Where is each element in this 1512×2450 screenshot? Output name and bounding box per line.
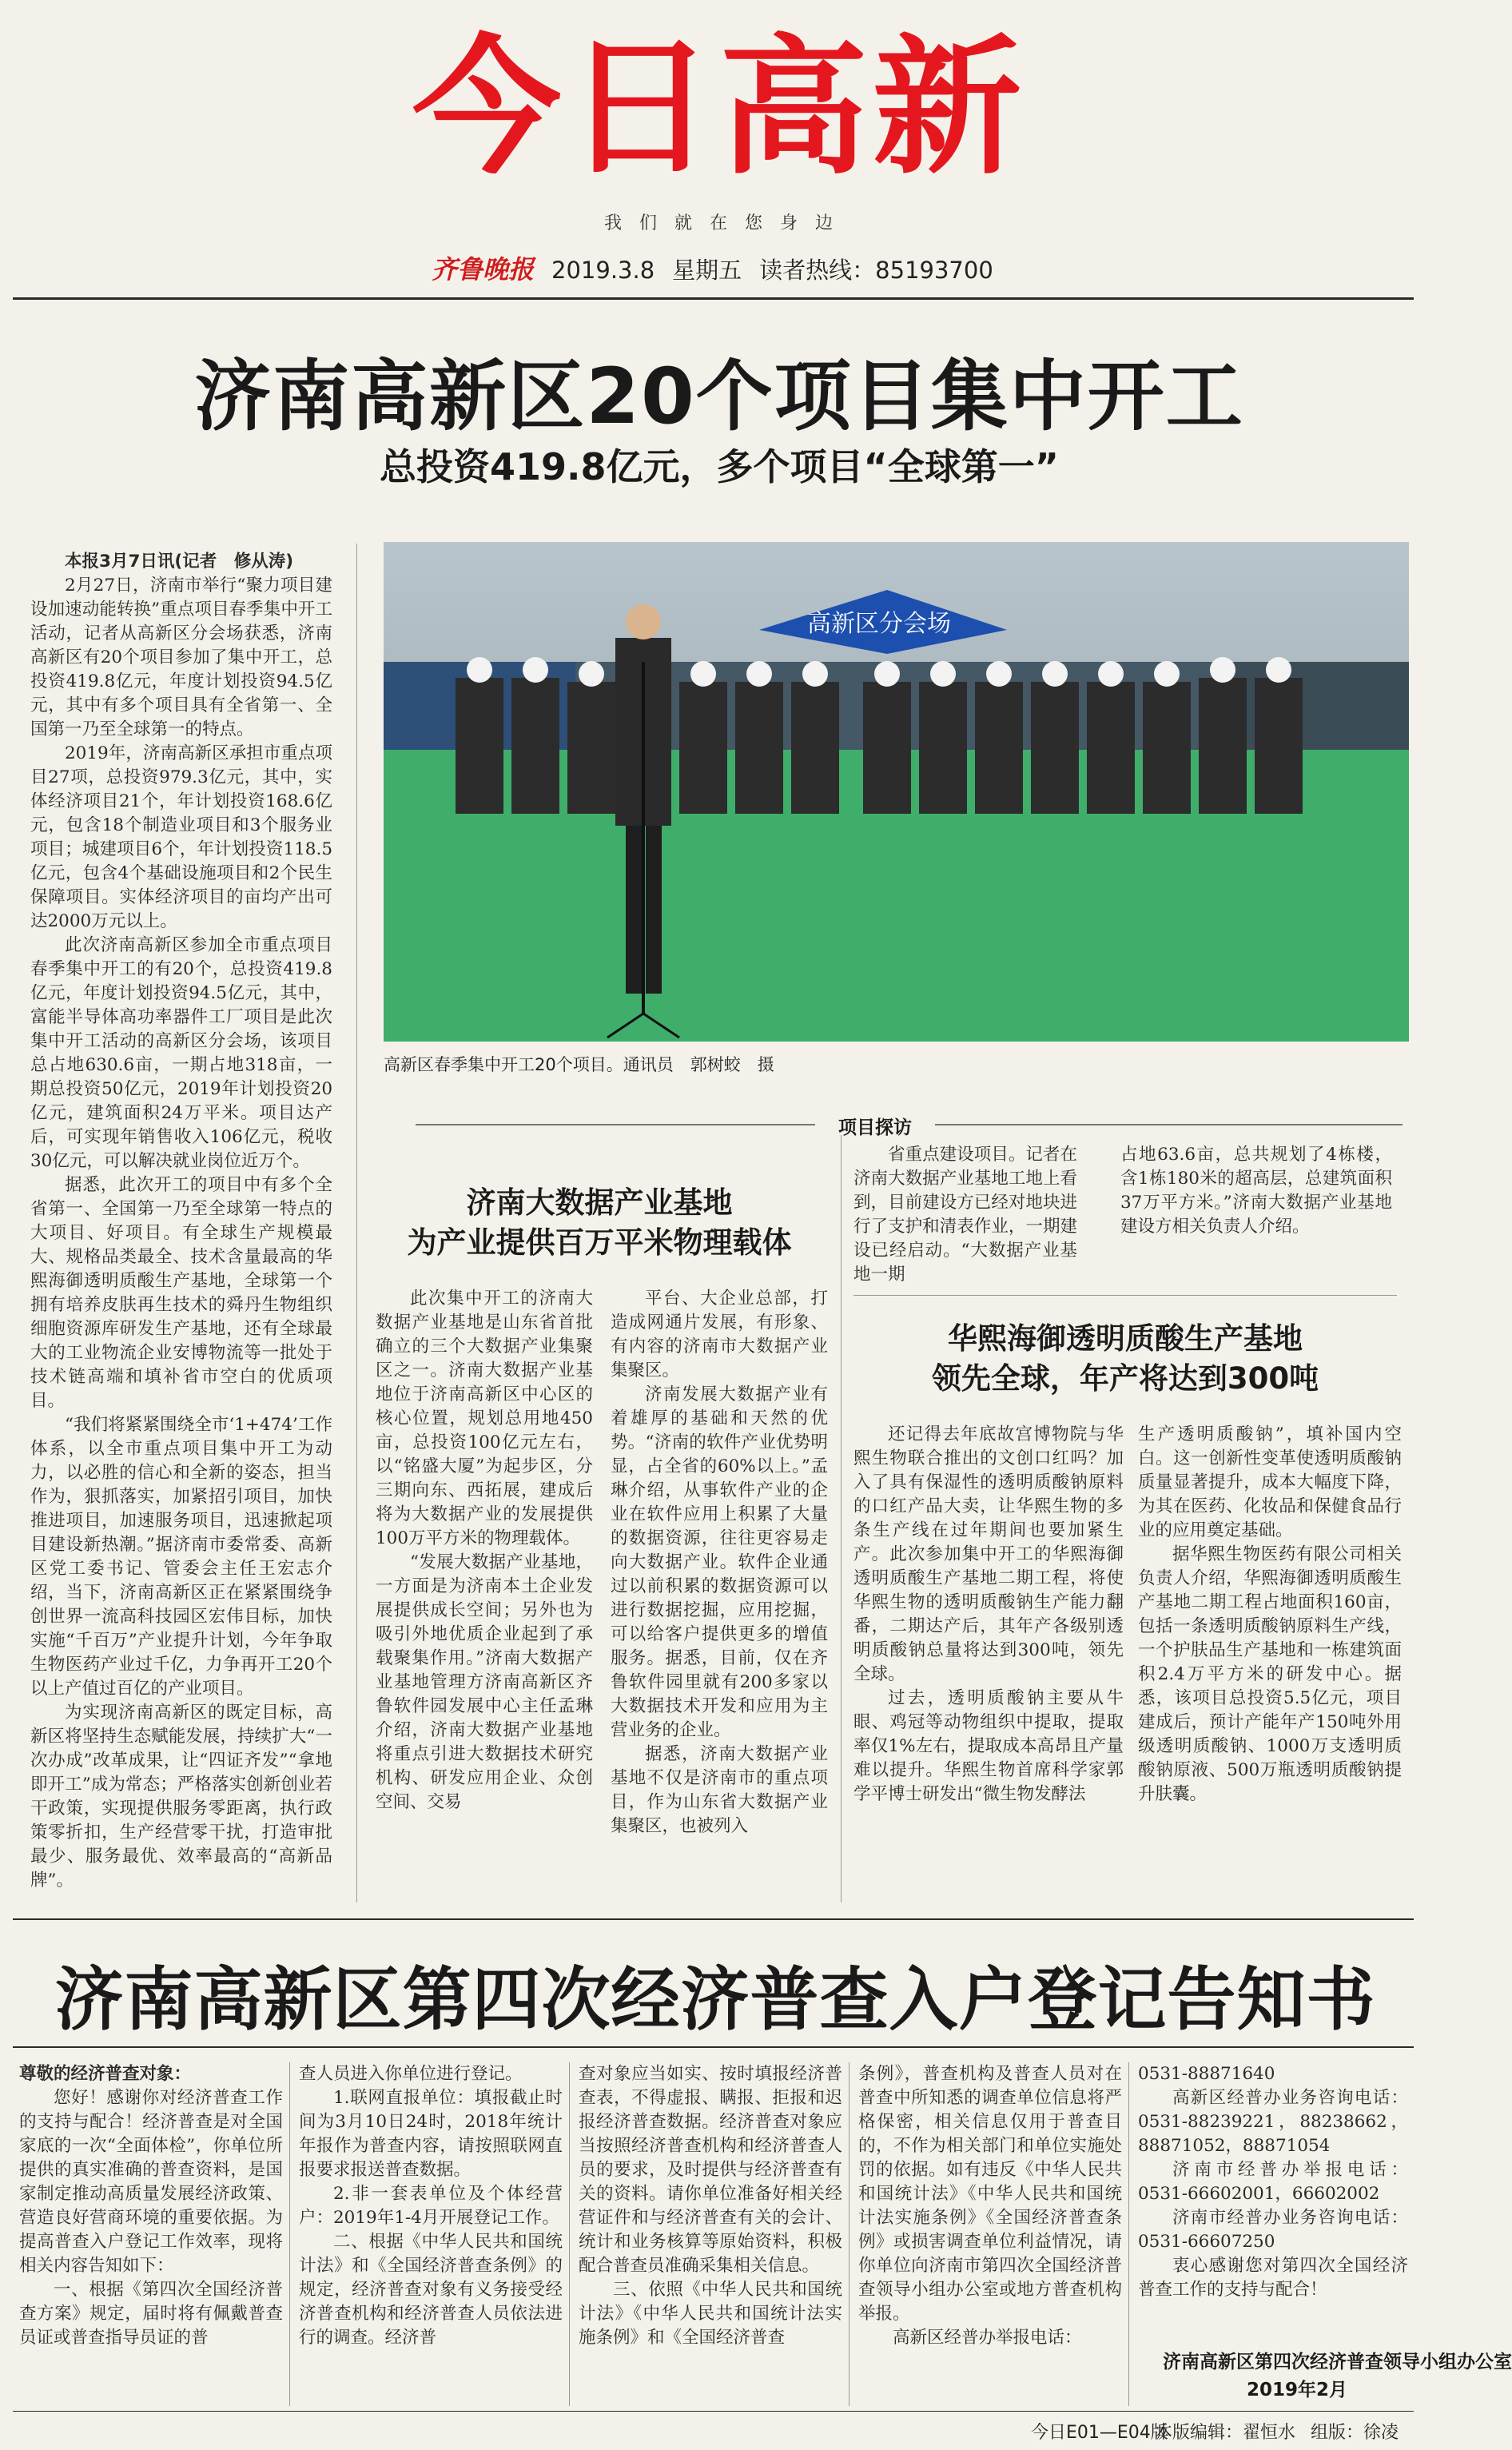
huaxi-paragraph: 生产透明质酸钠”，填补国内空白。这一创新性变革使透明质酸钠质量显著提升，成本大幅度下降，为其在医药、化妆品和保健食品行业的应用奠定基础。 xyxy=(1138,1424,1402,1540)
notice-paragraph: 高新区经普办业务咨询电话：0531-88239221，88238662，88871052，88871054 xyxy=(1138,2088,1408,2156)
notice-paragraph: 1.联网直报单位：填报截止时间为3月10日24时，2018年统计年报作为普查内容，请按照联网直报要求报送普查数据。 xyxy=(299,2088,563,2180)
groundbreaking-photo xyxy=(384,542,1409,1042)
notice-paragraph: 衷心感谢您对第四次全国经济普查工作的支持与配合！ xyxy=(1138,2256,1408,2300)
column-divider xyxy=(841,1135,842,1902)
bigdata-column-4 xyxy=(1120,1143,1392,1332)
lead-subhead: 总投资419.8亿元，多个项目“全球第一” xyxy=(380,445,1059,488)
bigdata-paragraph: 平台、大企业总部，打造成网通片发展，有形象、有内容的济南市大数据产业集聚区。 xyxy=(611,1289,828,1380)
huaxi-title xyxy=(853,1319,1397,1399)
notice-column-5 xyxy=(1138,2062,1408,2347)
bigdata-paragraph: 济南发展大数据产业有着雄厚的基础和天然的优势。“济南的软件产业优势明显，占全省的60%以上。”孟琳介绍，从事软件产业的企业在软件应用上积累了大量的数据资源，往往更容易走向大数据产业。软件企业通过以前积累的数据资源可以进行数据挖掘，应用挖掘，可以给客户提供更多的增值服务。据悉，目前，仅在齐鲁软件园里就有200多家以大数据技术开发和应用为主营业务的企业。 xyxy=(611,1384,828,1740)
issue-line xyxy=(432,249,993,285)
lead-story-column xyxy=(30,550,332,1901)
notice-signature-org: 济南高新区第四次经济普查领导小组办公室 xyxy=(1163,2352,1512,2372)
notice-phone: 0531-88871640 xyxy=(1138,2064,1275,2084)
notice-greeting: 尊敬的经济普查对象： xyxy=(19,2064,192,2084)
notice-column-1 xyxy=(19,2062,283,2406)
photo-illustration xyxy=(384,542,1409,1042)
bigdata-paragraph: 省重点建设项目。记者在济南大数据产业基地工地上看到，目前建设方已经对地块进行了支护和清表作业，一期建设已经启动。“大数据产业基地一期 xyxy=(853,1145,1077,1285)
notice-paragraph: 查人员进入你单位进行登记。 xyxy=(299,2064,523,2084)
footer-pages: 今日E01—E04版 xyxy=(1031,2423,1168,2443)
bigdata-title-line2: 为产业提供百万平米物理载体 xyxy=(407,1225,792,1260)
column-divider xyxy=(849,2062,850,2406)
bigdata-title-line1: 济南大数据产业基地 xyxy=(466,1185,733,1220)
notice-paragraph: 二、根据《中华人民共和国统计法》和《全国经济普查条例》的规定，经济普查对象有义务接受经济普查机构和经济普查人员依法进行的调查。经济普 xyxy=(299,2232,563,2348)
article-divider xyxy=(853,1295,1397,1296)
bigdata-title xyxy=(376,1183,823,1263)
notice-column-4 xyxy=(858,2062,1122,2406)
huaxi-title-line1: 华熙海御透明质酸生产基地 xyxy=(948,1321,1303,1356)
notice-paragraph: 三、依照《中华人民共和国统计法》《中华人民共和国统计法实施条例》和《全国经济普查 xyxy=(579,2280,842,2348)
notice-paragraph: 查对象应当如实、按时填报经济普查表，不得虚报、瞒报、拒报和迟报经济普查数据。经济普查对象应当按照经济普查机构和经济普查人员的要求，及时提供与经济普查有关的资料。请你单位准备好相关经营证件和与经济普查有关的会计、统计和业务核算等原始资料，积极配合普查员准确采集相关信息。 xyxy=(579,2064,842,2276)
notice-paragraph: 高新区经普办举报电话： xyxy=(893,2328,1082,2348)
notice-paragraph: 2.非一套表单位及个体经营户：2019年1-4月开展登记工作。 xyxy=(299,2184,563,2228)
photo-banner-text: 高新区分会场 xyxy=(807,610,951,638)
lead-paragraph: 2月27日，济南市举行“聚力项目建设加速动能转换”重点项目春季集中开工活动，记者从高新区分会场获悉，济南高新区有20个项目参加了集中开工，总投资419.8亿元，年度计划投资94.5亿元，其中有多个项目具有全省第一、全国第一乃至全球第一的特点。 xyxy=(30,576,332,739)
notice-bottom-rule xyxy=(13,2046,1414,2048)
bigdata-column-2 xyxy=(611,1287,828,1902)
notice-signature-date: 2019年2月 xyxy=(1247,2380,1348,2400)
paper-name: 齐鲁晚报 xyxy=(432,254,535,285)
lead-paragraph: 据悉，此次开工的项目中有多个全省第一、全国第一乃至全球第一特点的大项目、好项目。有全球生产规模最大、规格品类最全、技术含量最高的华熙海御透明质酸生产基地，全球第一个拥有培养皮肤再生技术的舜丹生物组织细胞资源库研发生产基地，还有全球最大的工业物流企业安博物流等一批处于技术链高端和填补省市空白的优质项目。 xyxy=(30,1175,332,1411)
huaxi-column-1 xyxy=(853,1423,1124,1902)
huaxi-paragraph: 据华熙生物医药有限公司相关负责人介绍，华熙海御透明质酸生产基地二期工程占地面积160亩，包括一条透明质酸钠原料生产线，一个护肤品生产基地和一栋建筑面积2.4万平方米的研发中心。据悉，该项目总投资5.5亿元，项目建成后，预计产能年产150吨外用级透明质酸钠、1000万支透明质酸钠原液、500万瓶透明质酸钠提升肤囊。 xyxy=(1138,1544,1402,1804)
footer-editor: 本版编辑：翟恒水 xyxy=(1155,2423,1296,2443)
notice-column-3 xyxy=(579,2062,842,2406)
bigdata-column-3 xyxy=(853,1143,1077,1332)
column-divider xyxy=(289,2062,290,2406)
huaxi-title-line2: 领先全球，年产将达到300吨 xyxy=(931,1361,1319,1396)
column-divider xyxy=(356,544,357,1902)
notice-paragraph: 条例》，普查机构及普查人员对在普查中所知悉的调查单位信息将严格保密，相关信息仅用于普查目的，不作为相关部门和单位实施处罚的依据。如有违反《中华人民共和国统计法》《中华人民共和国统计法实施条例》《全国经济普查条例》或损害调查单位利益情况，请你单位向济南市第四次全国经济普查领导小组办公室或地方普查机构举报。 xyxy=(858,2064,1122,2324)
notice-paragraph: 济南市经普办举报电话：0531-66602001，66602002 xyxy=(1138,2160,1408,2204)
notice-paragraph: 济南市经普办业务咨询电话：0531-66607250 xyxy=(1138,2208,1408,2252)
bigdata-column-1 xyxy=(376,1287,593,1902)
huaxi-column-2 xyxy=(1138,1423,1402,1902)
notice-top-rule xyxy=(13,1918,1414,1920)
notice-paragraph: 您好！感谢你对经济普查工作的支持与配合！经济普查是对全国家底的一次“全面体检”，你单位所提供的真实准确的普查资料，是国家制定推动高质量发展经济政策、营造良好营商环境的重要依据。为提高普查入户登记工作效率，现将相关内容告知如下： xyxy=(19,2088,283,2276)
bigdata-paragraph: 占地63.6亩，总共规划了4栋楼，含1栋180米的超高层，总建筑面积37万平方米。”济南大数据产业基地建设方相关负责人介绍。 xyxy=(1120,1145,1392,1237)
notice-column-2 xyxy=(299,2062,563,2406)
bigdata-paragraph: 此次集中开工的济南大数据产业基地是山东省首批确立的三个大数据产业集聚区之一。济南大数据产业基地位于济南高新区中心区的核心位置，规划总用地450亩，总投资100亿元左右，以“铭盛大厦”为起步区，分三期向东、西拓展，建成后将为大数据产业的发展提供100万平方米的物理载体。 xyxy=(376,1289,593,1548)
footer-layout: 组版：徐凌 xyxy=(1311,2423,1399,2443)
lead-paragraph: 此次济南高新区参加全市重点项目春季集中开工的有20个，总投资419.8亿元，年度计划投资94.5亿元，其中，富能半导体高功率器件工厂项目是此次集中开工活动的高新区分会场，该项目总占地630.6亩，一期占地318亩，一期总投资50亿元，2019年计划投资20亿元，建筑面积24万平米。项目达产后，可实现年销售收入106亿元，税收30亿元，可以解决就业岗位近万个。 xyxy=(30,935,332,1171)
huaxi-paragraph: 过去，透明质酸钠主要从牛眼、鸡冠等动物组织中提取，提取率仅1%左右，提取成本高昂且产量难以提升。华熙生物首席科学家郭学平博士研发出“微生物发酵法 xyxy=(853,1688,1124,1804)
lead-paragraph: “我们将紧紧围绕全市‘1+474’工作体系，以全市重点项目集中开工为动力，以必胜的信心和全新的姿态，担当作为，狠抓落实，加紧招引项目，加快推进项目，加速服务项目，迅速掀起项目建设新热潮。”据济南市委常委、高新区党工委书记、管委会主任王宏志介绍，当下，济南高新区正在紧紧围绕争创世界一流高科技园区宏伟目标，加快实施“千百万”产业提升计划，今年争取生物医药产业过千亿，力争再开工20个以上产值过百亿的产业项目。 xyxy=(30,1415,332,1699)
huaxi-paragraph: 还记得去年底故宫博物院与华熙生物联合推出的文创口红吗？加入了具有保湿性的透明质酸钠原料的口红产品大卖，让华熙生物的多条生产线在过年期间也要加紧生产。此次参加集中开工的华熙海御透明质酸生产基地二期工程，将使华熙生物的透明质酸钠生产能力翻番，二期达产后，其年产各级别透明质酸钠总量将达到300吨，领先全球。 xyxy=(853,1424,1124,1684)
lead-dateline: 本报3月7日讯(记者 修从涛) xyxy=(65,552,294,572)
bigdata-paragraph: 据悉，济南大数据产业基地不仅是济南市的重点项目，作为山东省大数据产业集聚区，也被列入 xyxy=(611,1744,828,1836)
photo-caption: 高新区春季集中开工20个项目。通讯员 郭树蛟 摄 xyxy=(384,1055,774,1074)
section-tag: 项目探访 xyxy=(815,1113,935,1139)
column-divider xyxy=(569,2062,570,2406)
footer-rule xyxy=(13,2411,1414,2412)
masthead-logo: 今日高新 xyxy=(412,21,1026,194)
bigdata-paragraph: “发展大数据产业基地，一方面是为济南本土企业发展提供成长空间；另外也为吸引外地优质企业起到了承载聚集作用。”济南大数据产业基地管理方济南高新区齐鲁软件园发展中心主任孟琳介绍，济南大数据产业基地将重点引进大数据技术研究机构、研发应用企业、众创空间、交易 xyxy=(376,1552,593,1812)
issue-date: 2019.3.8 xyxy=(551,257,655,284)
lead-headline: 济南高新区20个项目集中开工 xyxy=(194,352,1244,441)
lead-paragraph: 2019年，济南高新区承担市重点项目27项，总投资979.3亿元，其中，实体经济项目21个，年计划投资168.6亿元，包含18个制造业项目和3个服务业项目；城建项目6个，年计划投资118.5亿元，包含4个基础设施项目和2个民生保障项目。实体经济项目的亩均产出可达2000万元以上。 xyxy=(30,743,332,931)
masthead-slogan: 我们就在您身边 xyxy=(603,213,850,233)
issue-weekday: 星期五 xyxy=(672,257,742,284)
masthead-rule xyxy=(13,297,1414,300)
column-divider xyxy=(1128,2062,1129,2406)
lead-paragraph: 为实现济南高新区的既定目标，高新区将坚持生态赋能发展，持续扩大“一次办成”改革成果，让“四证齐发”“拿地即开工”成为常态；严格落实创新创业若干政策，实现提供服务零距离，执行政策零折扣，生产经营零干扰，打造审批最少、服务最优、效率最高的“高新品牌”。 xyxy=(30,1703,332,1890)
reader-hotline: 读者热线：85193700 xyxy=(759,257,993,284)
notice-headline: 济南高新区第四次经济普查入户登记告知书 xyxy=(54,1960,1376,2040)
notice-paragraph: 一、根据《第四次全国经济普查方案》规定，届时将有佩戴普查员证或普查指导员证的普 xyxy=(19,2280,283,2348)
